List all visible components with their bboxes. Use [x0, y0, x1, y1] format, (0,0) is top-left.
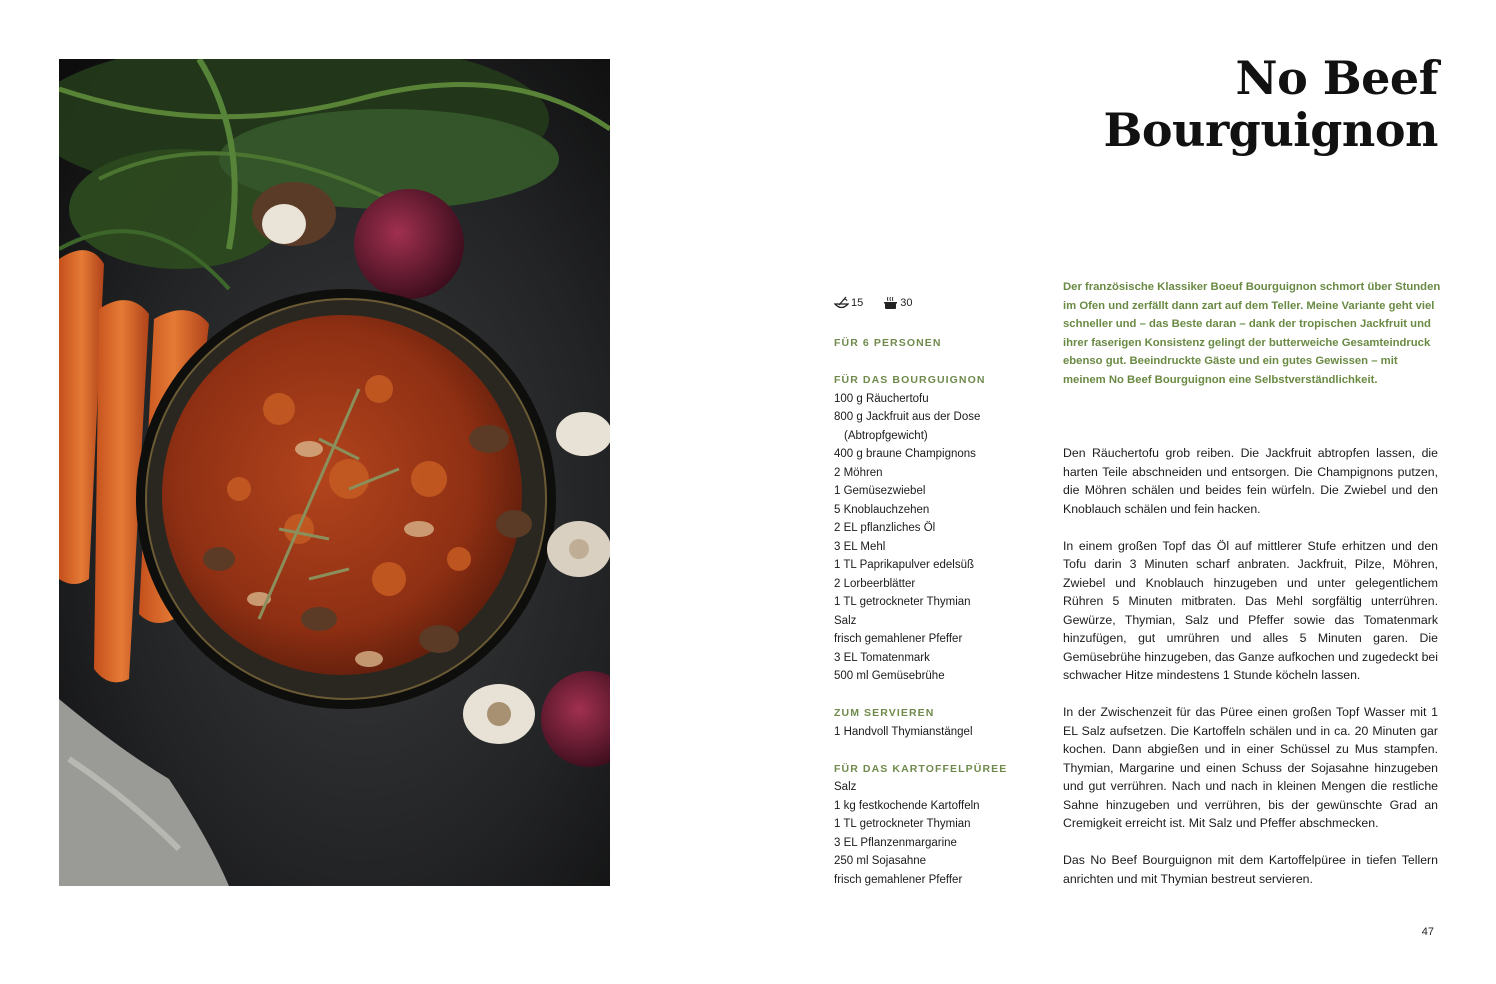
ingredient-item: 1 kg festkochende Kartoffeln	[834, 799, 980, 812]
recipe-title	[1103, 52, 1438, 156]
method-paragraph: In der Zwischenzeit für das Püree einen großen Topf Wasser mit 1 EL Salz aufsetzen. Die Kartoffeln schälen und in ca. 20 Minuten gar kochen. Dann abgießen und in einer Schüssel zu Mus stampfen. Thymian, Margarine und einen Schuss der Sojasahne hinzugeben und gut verrühren. Nach und nach in kleinen Mengen die restliche Sahne hinzugeben und verrühren, bis der gewünschte Grad an Cremigkeit erreicht ist. Mit Salz und Pfeffer abschmecken.	[1063, 705, 1438, 830]
ingredient-item: 3 EL Mehl	[834, 540, 886, 553]
ingredient-item: 3 EL Pflanzenmargarine	[834, 836, 957, 849]
prep-time-value: 15	[851, 297, 864, 309]
cook-time-value: 30	[900, 297, 913, 309]
ingredient-item: 1 Gemüsezwiebel	[834, 485, 926, 497]
ingredient-item: 2 Lorbeerblätter	[834, 577, 916, 590]
method-paragraph: In einem großen Topf das Öl auf mittlerer Stufe erhitzen und den Tofu darin 3 Minuten scharf anbraten. Jackfruit, Pilze, Möhren, Zwiebel und Knoblauch hinzugeben und unter gelegentlichem Rühren 5 Minuten mitbraten. Das Mehl sorgfältig unterrühren. Gewürze, Thymian, Salz und Pfeffer sowie das Tomatenmark hinzufügen, gut umrühren und alles 5 Minuten garen. Die Gemüsebrühe hinzugeben, das Ganze aufkochen und zugedeckt bei schwacher Hitze mindestens 1 Stunde köcheln lassen.	[1063, 538, 1438, 682]
ingredient-item: 3 EL Tomatenmark	[834, 651, 930, 664]
ingredient-item: 400 g braune Champignons	[834, 448, 976, 460]
servings-label: FÜR 6 PERSONEN	[834, 337, 942, 349]
ingredient-item: 1 TL getrockneter Thymian	[834, 596, 971, 608]
method-column	[1063, 444, 1438, 907]
ingredient-item: 1 TL getrockneter Thymian	[834, 818, 971, 830]
stew-bowl	[136, 289, 556, 709]
ingredient-item: 100 g Räuchertofu	[834, 392, 929, 405]
section-serving	[834, 704, 1044, 741]
ingredient-item: Salz	[834, 781, 857, 793]
page-number: 47	[1421, 926, 1434, 938]
title-line-1: No Beef	[1235, 51, 1438, 105]
pot-steam-icon	[883, 296, 898, 310]
recipe-intro: Der französische Klassiker Boeuf Bourguignon schmort über Stunden im Ofen und zerfällt dann zart auf dem Teller. Meine Variante geht viel schneller und – das Beste daran – dank der tropischen Jackfruit und ihrer faserigen Konsistenz gelingt der butterweiche Gesamteindruck ebenso gut. Beeindruckte Gäste und ein gutes Gewissen – mit meinem No Beef Bourguignon eine Selbstverständlichkeit.	[1063, 281, 1441, 386]
red-onion	[354, 189, 464, 299]
section-heading: FÜR DAS BOURGUIGNON	[834, 374, 986, 386]
ingredient-item: Salz	[834, 614, 857, 627]
ingredient-item: 5 Knoblauchzehen	[834, 503, 930, 516]
cook-time	[883, 296, 912, 310]
ingredient-list	[834, 778, 1044, 889]
ingredient-list	[834, 723, 1044, 742]
ingredient-item: 1 TL Paprikapulver edelsüß	[834, 559, 974, 571]
ingredient-item: 1 Handvoll Thymianstängel	[834, 725, 973, 738]
ingredient-item: 2 Möhren	[834, 466, 883, 479]
ingredient-item: 800 g Jackfruit aus der Dose	[834, 411, 981, 423]
method-paragraph: Den Räuchertofu grob reiben. Die Jackfruit abtropfen lassen, die harten Teile abschneiden und entsorgen. Die Champignons putzen, die Möhren schälen und beides fein würfeln. Die Zwiebel und den Knoblauch schälen und fein hacken.	[1063, 446, 1438, 516]
method-paragraph: Das No Beef Bourguignon mit dem Kartoffelpüree in tiefen Tellern anrichten und mit Thymian bestreut servieren.	[1063, 853, 1438, 886]
timing-info	[834, 296, 933, 310]
ingredient-list	[834, 390, 1044, 686]
ingredient-item: (Abtropfgewicht)	[844, 429, 928, 442]
section-kartoffelpueree	[834, 760, 1044, 890]
ingredient-item: 500 ml Gemüsebrühe	[834, 670, 945, 682]
ingredient-item: 2 EL pflanzliches Öl	[834, 522, 936, 534]
mushroom	[252, 182, 336, 246]
title-line-2: Bourguignon	[1103, 103, 1438, 157]
whisk-bowl-icon	[834, 296, 849, 310]
ingredient-item: 250 ml Sojasahne	[834, 855, 927, 867]
section-heading: ZUM SERVIEREN	[834, 707, 935, 719]
ingredients-column	[834, 334, 1044, 908]
recipe-photo	[59, 59, 610, 886]
ingredient-item: frisch gemahlener Pfeffer	[834, 873, 963, 886]
section-bourguignon	[834, 371, 1044, 686]
ingredient-item: frisch gemahlener Pfeffer	[834, 633, 963, 645]
prep-time	[834, 296, 863, 310]
section-heading: FÜR DAS KARTOFFELPÜREE	[834, 762, 1008, 775]
